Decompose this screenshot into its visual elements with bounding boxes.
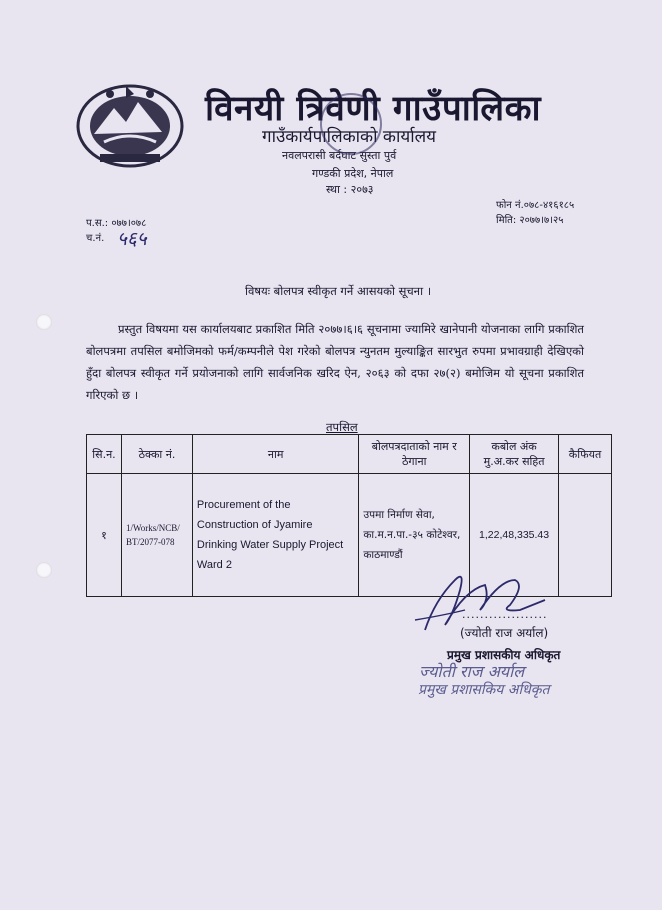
municipality-title: विनयी त्रिवेणी गाउँपालिका bbox=[205, 89, 542, 129]
government-emblem-icon bbox=[74, 82, 186, 168]
office-province: गण्डकी प्रदेश, नेपाल bbox=[312, 167, 394, 180]
dispatch-number: ५६५ bbox=[117, 228, 147, 250]
dispatch-label: च.नं. bbox=[86, 233, 105, 244]
punch-hole-top bbox=[36, 314, 52, 330]
stamp-name: ज्योती राज अर्याल bbox=[419, 662, 525, 681]
office-round-stamp bbox=[320, 93, 382, 155]
signatory-name: (ज्योती राज अर्याल) bbox=[460, 626, 549, 640]
phone-number: फोन नं.०७८-४१६१८५ bbox=[496, 200, 575, 211]
cell-project-name: Procurement of the Construction of Jyamire Drinking Water Supply Project Ward 2 bbox=[192, 474, 358, 597]
punch-hole-bottom bbox=[36, 562, 52, 578]
table-caption: तपसिल bbox=[326, 420, 358, 434]
stamp-post: प्रमुख प्रशासकिय अधिकृत bbox=[418, 682, 550, 698]
reference-number: प.स.: ०७७।०७८ bbox=[86, 218, 147, 229]
cell-remarks bbox=[559, 474, 612, 597]
cell-serial: १ bbox=[87, 474, 122, 597]
header-serial: सि.न. bbox=[87, 435, 122, 474]
header-amount: कबोल अंक मु.अ.कर सहित bbox=[470, 435, 559, 474]
header-name: नाम bbox=[192, 435, 358, 474]
notice-body: प्रस्तुत विषयमा यस कार्यालयबाट प्रकाशित मिति २०७७।६।६ सूचनामा ज्यामिरे खानेपानी योजनाका लागि प्रकाशित बोलपत्रमा तपसिल बमोजिमको फर्म/कम्पनीले पेश गरेको बोलपत्र न्युनतम मुल्याङ्कित सारभुत रुपमा प्रभावग्राही देखिएको हुँदा बोलपत्र स्वीकृत गर्ने प्रयोजनाको लागि सार्वजनिक खरिद ऐन, २०६३ को दफा २७(२) बमोजिम यो सूचना प्रकाशित गरिएको छ । bbox=[86, 322, 584, 402]
established-year: स्था : २०७३ bbox=[326, 183, 374, 196]
cell-contract-no: 1/Works/NCB/ BT/2077-078 bbox=[121, 474, 192, 597]
table-header-row bbox=[87, 435, 612, 474]
letter-date: मिति: २०७७।७।२५ bbox=[496, 215, 564, 226]
office-address: नवलपरासी बर्दघाट सुस्ता पुर्व bbox=[282, 149, 397, 162]
notice-subject: विषयः बोलपत्र स्वीकृत गर्ने आसयको सूचना । bbox=[245, 284, 432, 298]
signatory-post: प्रमुख प्रशासकीय अधिकृत bbox=[447, 648, 561, 662]
cell-bidder: उपमा निर्माण सेवा, का.म.न.पा.-३५ कोटेश्वर, काठमाण्डौं bbox=[359, 474, 470, 597]
office-name: गाउँकार्यपालिकाको कार्यालय bbox=[262, 127, 437, 147]
header-remarks: कैफियत bbox=[559, 435, 612, 474]
header-bidder: बोलपत्रदाताको नाम र ठेगाना bbox=[359, 435, 470, 474]
signature-line: ................... bbox=[462, 608, 548, 621]
cell-amount: 1,22,48,335.43 bbox=[470, 474, 559, 597]
header-contract-no: ठेक्का नं. bbox=[121, 435, 192, 474]
